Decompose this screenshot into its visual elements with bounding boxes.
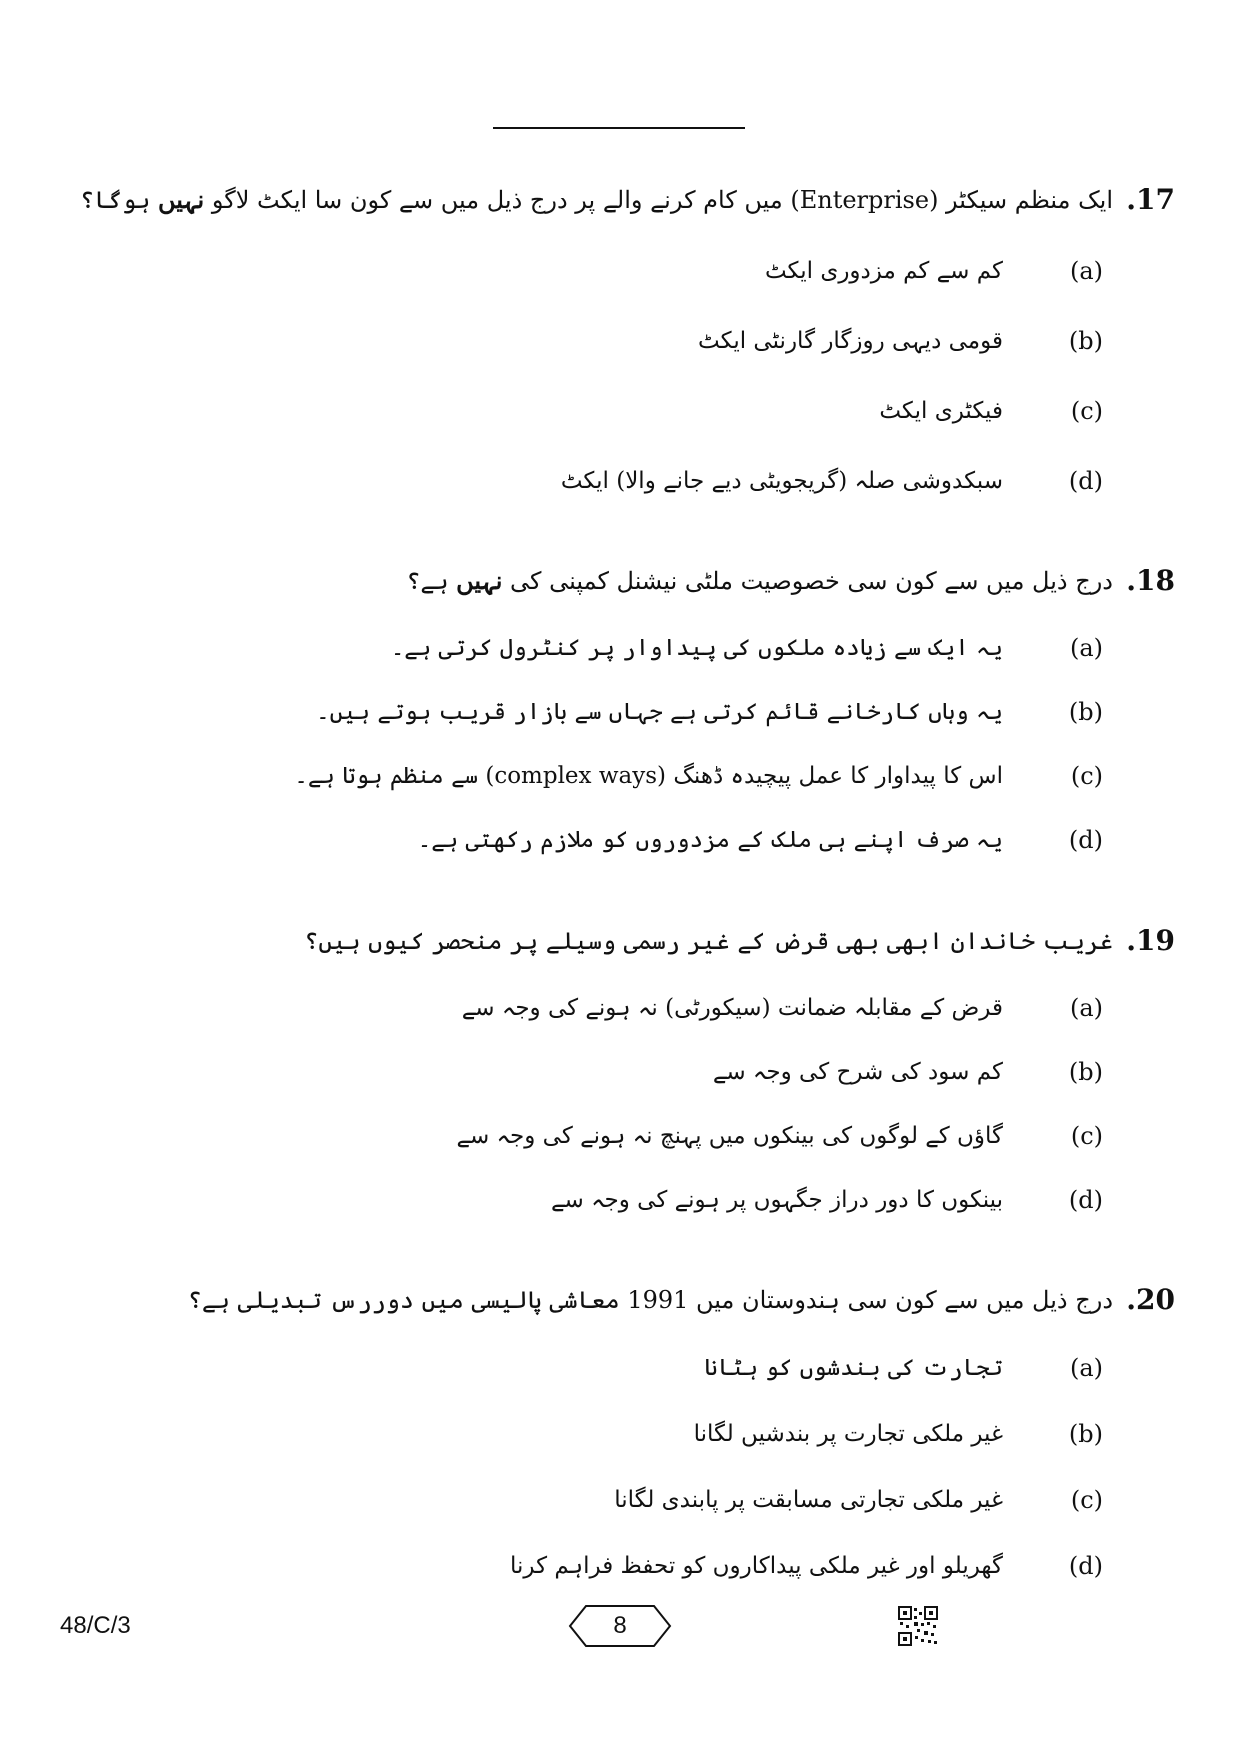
question-number: .18 — [1126, 564, 1175, 597]
question-number: .17 — [1126, 183, 1175, 216]
option-d — [0, 818, 1241, 862]
option-b — [0, 1412, 1241, 1456]
page-number-badge — [568, 1604, 672, 1648]
question-stem — [0, 556, 1241, 606]
question-text: ایک منظم سیکٹر (Enterprise) میں کام کرنے والے پر درج ذیل میں سے کون سا ایکٹ لاگو نہیں ہوگا؟ — [80, 185, 1113, 214]
question-stem — [0, 916, 1241, 966]
option-letter: (c) — [1070, 397, 1103, 425]
option-letter: (c) — [1070, 1122, 1103, 1150]
option-a — [0, 1346, 1241, 1390]
option-text: غیر ملکی تجارتی مسابقت پر پابندی لگانا — [614, 1487, 1003, 1513]
question-text: درج ذیل میں سے کون سی خصوصیت ملٹی نیشنل کمپنی کی نہیں ہے؟ — [406, 566, 1113, 595]
option-text: یہ ایک سے زیادہ ملکوں کی پیداوار پر کنٹرول کرتی ہے۔ — [390, 635, 1003, 661]
option-text: کم سے کم مزدوری ایکٹ — [764, 258, 1003, 284]
option-letter: (a) — [1069, 1354, 1103, 1382]
option-letter: (d) — [1068, 467, 1103, 495]
option-text: یہ صرف اپنے ہی ملک کے مزدوروں کو ملازم رکھتی ہے۔ — [417, 827, 1003, 853]
option-text: گاؤں کے لوگوں کی بینکوں میں پہنچ نہ ہونے کی وجہ سے — [456, 1123, 1003, 1149]
option-text: قومی دیہی روزگار گارنٹی ایکٹ — [698, 328, 1003, 354]
option-letter: (d) — [1068, 1186, 1103, 1214]
option-text: فیکٹری ایکٹ — [879, 398, 1003, 424]
option-letter: (a) — [1069, 994, 1103, 1022]
question-stem — [0, 1275, 1241, 1325]
option-a — [0, 986, 1241, 1030]
option-letter: (b) — [1068, 327, 1103, 355]
question-stem — [0, 175, 1241, 225]
qr-code-icon — [898, 1606, 938, 1646]
page-number: 8 — [613, 1612, 627, 1639]
option-letter: (a) — [1069, 257, 1103, 285]
option-c — [0, 389, 1241, 433]
option-text: کم سود کی شرح کی وجہ سے — [712, 1059, 1003, 1085]
option-c — [0, 754, 1241, 798]
paper-code: 48/C/3 — [60, 1612, 131, 1639]
option-letter: (c) — [1070, 762, 1103, 790]
option-text: بینکوں کا دور دراز جگہوں پر ہونے کی وجہ سے — [551, 1187, 1003, 1213]
option-c — [0, 1478, 1241, 1522]
emphasis-not: نہیں — [157, 185, 205, 214]
option-b — [0, 690, 1241, 734]
option-b — [0, 319, 1241, 363]
option-letter: (b) — [1068, 1420, 1103, 1448]
option-d — [0, 1544, 1241, 1588]
question-number: .20 — [1126, 1283, 1175, 1316]
option-letter: (d) — [1068, 1552, 1103, 1580]
question-text: درج ذیل میں سے کون سی ہندوستان میں 1991 معاشی پالیسی میں دوررس تبدیلی ہے؟ — [187, 1286, 1113, 1314]
option-text: گھریلو اور غیر ملکی پیداکاروں کو تحفظ فراہم کرنا — [509, 1553, 1003, 1579]
option-text: قرض کے مقابلہ ضمانت (سیکورٹی) نہ ہونے کی وجہ سے — [461, 995, 1003, 1021]
option-a — [0, 626, 1241, 670]
option-letter: (c) — [1070, 1486, 1103, 1514]
option-text: تجارت کی بندشوں کو ہٹانا — [704, 1355, 1003, 1381]
option-text: یہ وہاں کارخانے قائم کرتی ہے جہاں سے بازار قریب ہوتے ہیں۔ — [316, 699, 1003, 725]
option-letter: (a) — [1069, 634, 1103, 662]
option-letter: (b) — [1068, 698, 1103, 726]
question-text: غریب خاندان ابھی بھی قرض کے غیر رسمی وسیلے پر منحصر کیوں ہیں؟ — [304, 927, 1113, 955]
option-d — [0, 459, 1241, 503]
option-text: سبکدوشی صلہ (گریجویٹی دیے جانے والا) ایکٹ — [560, 468, 1003, 494]
option-letter: (d) — [1068, 826, 1103, 854]
emphasis-not: نہیں — [456, 566, 503, 595]
top-divider — [493, 127, 745, 129]
option-text: غیر ملکی تجارت پر بندشیں لگانا — [693, 1421, 1003, 1447]
option-b — [0, 1050, 1241, 1094]
question-number: .19 — [1126, 924, 1175, 957]
option-d — [0, 1178, 1241, 1222]
option-a — [0, 249, 1241, 293]
option-c — [0, 1114, 1241, 1158]
option-letter: (b) — [1068, 1058, 1103, 1086]
option-text: اس کا پیداوار کا عمل پیچیدہ ڈھنگ (complex ways) سے منظم ہوتا ہے۔ — [294, 763, 1003, 789]
